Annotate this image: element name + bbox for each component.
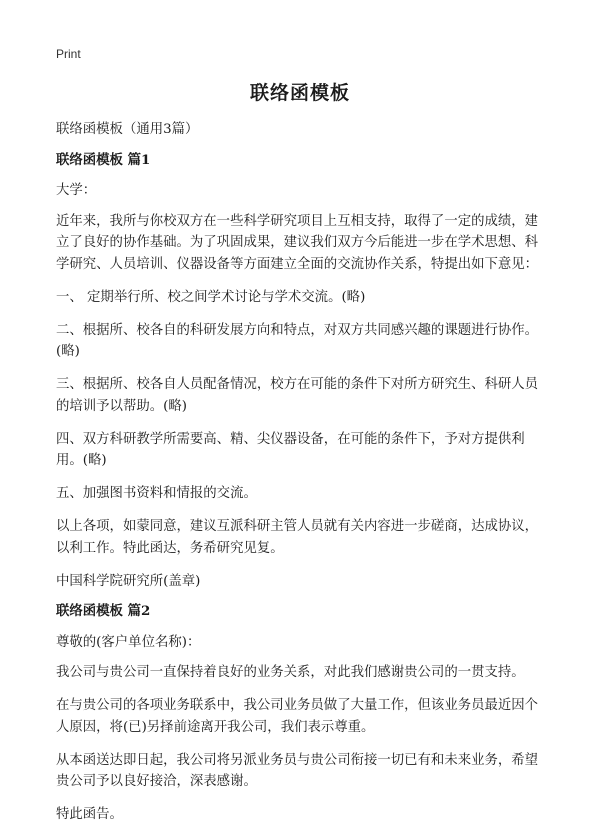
paragraph: 我公司与贵公司一直保持着良好的业务关系，对此我们感谢贵公司的一贯支持。 [56, 665, 525, 680]
section-heading-2: 联络函模板 篇2 [56, 603, 151, 619]
document-subtitle: 联络函模板（通用3篇） [56, 122, 199, 137]
paragraph: 四、双方科研教学所需要高、精、尖仪器设备，在可能的条件下，予对方提供利用。(略) [56, 431, 525, 468]
paragraph: 一、 定期举行所、校之间学术讨论与学术交流。(略) [56, 289, 366, 305]
greeting-1: 大学： [56, 183, 97, 198]
paragraph: 近年来，我所与你校双方在一些科学研究项目上互相支持，取得了一定的成绩，建立了良好的协作基础。为了巩固成果，建议我们双方今后能进一步在学术思想、科学研究、人员培训、仪器设备等方面建立全面的交流协作关系，特提出如下意见： [56, 213, 539, 272]
page-title: 联络函模板 [249, 82, 350, 104]
paragraph: 在与贵公司的各项业务联系中，我公司业务员做了大量工作，但该业务员最近因个人原因，将(已)另择前途离开我公司，我们表示尊重。 [56, 698, 539, 735]
document-body [56, 119, 546, 837]
print-label[interactable]: Print [56, 47, 81, 61]
paragraph: 三、根据所、校各自人员配备情况，校方在可能的条件下对所方研究生、科研人员的培训予以帮助。(略) [56, 377, 539, 414]
section-heading-1: 联络函模板 篇1 [56, 151, 151, 168]
paragraph: 五、加强图书资料和情报的交流。 [56, 486, 257, 501]
greeting-2: 尊敬的(客户单位名称)： [56, 634, 201, 650]
paragraph: 从本函送达即日起，我公司将另派业务员与贵公司衔接一切已有和未来业务，希望贵公司予以良好接洽，深表感谢。 [56, 752, 539, 789]
paragraph: 以上各项，如蒙同意，建议互派科研主管人员就有关内容进一步磋商，达成协议，以利工作。特此函达，务希研究见复。 [56, 519, 539, 556]
signature: 中国科学院研究所(盖章) [56, 573, 201, 589]
paragraph: 特此函告。 [56, 807, 123, 822]
paragraph: 二、根据所、校各自的科研发展方向和特点，对双方共同感兴趣的课题进行协作。(略) [56, 322, 539, 359]
